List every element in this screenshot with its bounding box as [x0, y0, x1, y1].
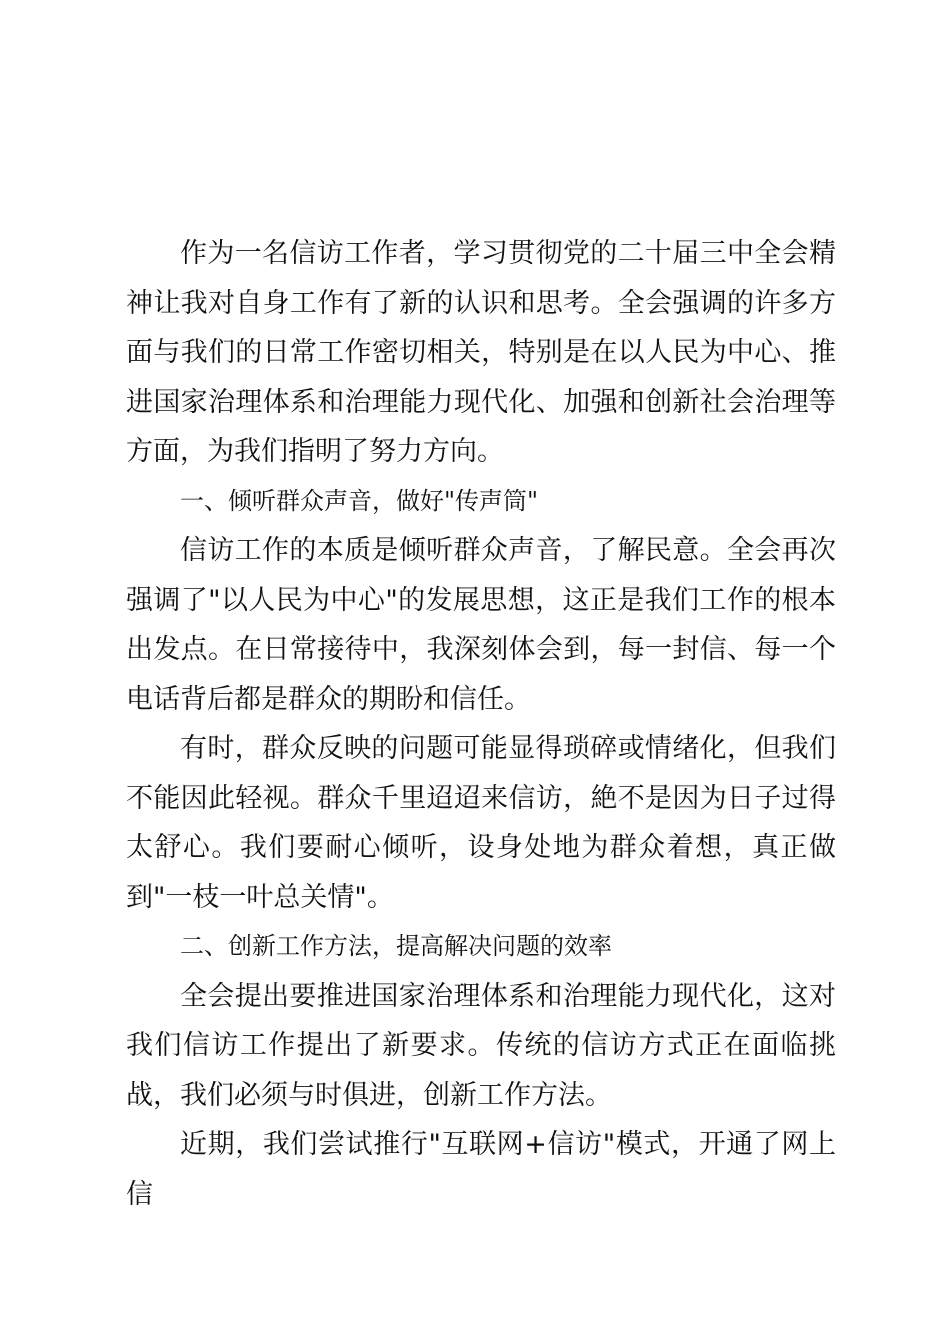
document-body	[126, 229, 836, 1219]
intro-paragraph: 作为一名信访工作者，学习贯彻党的二十届三中全会精神让我对自身工作有了新的认识和思考。全会强调的许多方面与我们的日常工作密切相关，特别是在以人民为中心、推进国家治理体系和治理能力现代化、加强和创新社会治理等方面，为我们指明了努力方向。	[126, 238, 836, 467]
section-2-paragraph-1: 全会提出要推进国家治理体系和治理能力现代化，这对我们信访工作提出了新要求。传统的信访方式正在面临挑战，我们必须与时俱进，创新工作方法。	[126, 980, 836, 1111]
section-1-paragraph-1: 信访工作的本质是倾听群众声音，了解民意。全会再次强调了"以人民为中心"的发展思想，这正是我们工作的根本出发点。在日常接待中，我深刻体会到，每一封信、每一个电话背后都是群众的期盼和信任。	[126, 535, 836, 715]
section-1-paragraph-2: 有时，群众反映的问题可能显得琐碎或情绪化，但我们不能因此轻视。群众千里迢迢来信访，絶不是因为日子过得太舒心。我们要耐心倾听，设身处地为群众着想，真正做到"一枝一叶总关情"。	[126, 733, 836, 913]
section-heading-2: 二、创新工作方法，提高解决问题的效率	[180, 932, 612, 960]
section-heading-1: 一、倾听群众声音，做好"传声筒"	[180, 486, 539, 515]
section-2-paragraph-2: 近期，我们尝试推行"互联网+信访"模式，开通了网上信	[126, 1129, 836, 1210]
